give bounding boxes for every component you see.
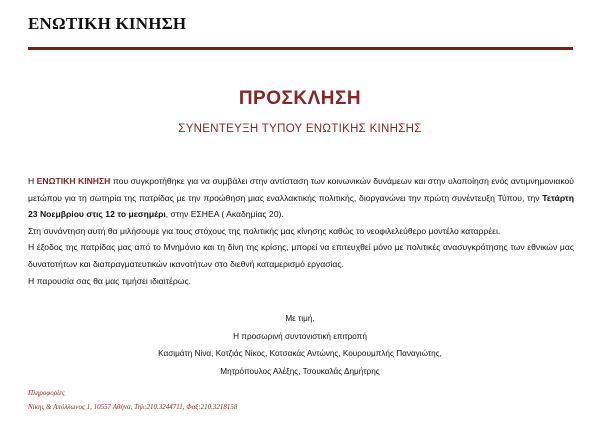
paragraph-intro: [28, 173, 574, 223]
paragraph-meeting: Στη συνάντηση αυτή θα μιλήσουμε για τους στόχους της πολιτικής μας κίνησης καθώς το νεοφιλελεύθερο μοντέλο καταρρέει.: [28, 225, 501, 236]
signoff-names-line1: Κασιμάτη Νίνα, Κοτζιάς Νίκος, Κοτσακάς Αντώνης, Κουρουμπλής Παναγιώτης,: [158, 349, 442, 358]
paragraph-exit: Η έξοδος της πατρίδας μας από το Μνημόνιο και τη δίνη της κρίσης, μπορεί να επιτευχθεί μόνο με πολιτικές ανασυγκρότησης των εθνικών μας δυνατοτήτων και διαπραγματευτικών ικανοτήτων στο διεθνή καταμερισμό εργασίας.: [28, 242, 574, 269]
intro-text: που συγκροτήθηκε για να συμβάλει στην αντίσταση των κοινωνικών δυνάμεων και στην υλοποίηση ενός αντιμνημονιακού μετώπου για τη σωτηρία της πατρίδας με την προώθηση μιας εναλλακτικής πολιτικής, διοργανώνει την πρώτη συνέντευξη Τύπου, την: [28, 176, 575, 203]
event-date: Τετάρτη 23 Νοεμβρίου στις 12 το μεσημέρι: [28, 192, 574, 220]
document-subtitle: ΣΥΝΕΝΤΕΥΞΗ ΤΥΠΟΥ ΕΝΩΤΙΚΗΣ ΚΙΝΗΣΗΣ: [178, 123, 422, 135]
organization-name: ΕΝΩΤΙΚΗ ΚΙΝΗΣΗ: [28, 14, 187, 33]
signoff-names-line2: Μητρόπουλος Αλέξης, Τσουκαλάς Δημήτρης: [220, 366, 380, 376]
signoff-block: [130, 310, 470, 380]
org-name-highlight: ΕΝΩΤΙΚΗ ΚΙΝΗΣΗ: [36, 176, 111, 186]
footer-info: [28, 386, 237, 414]
document-title: ΠΡΟΣΚΛΗΣΗ: [238, 88, 362, 109]
intro-suffix: , στην ΕΣΗΕΑ ( Ακαδημίας 20).: [165, 209, 284, 220]
footer-contact: Νίκης & Απόλλωνος 1, 10557 Αθήνα, Τηλ:210.3244711, Φαξ:210.3218158: [28, 403, 238, 411]
footer-label: Πληροφορίες: [28, 389, 65, 397]
invitation-body: [28, 173, 574, 289]
header-divider: [28, 47, 573, 50]
signoff-committee: Η προσωρινή συντονιστική επιτροπή: [233, 331, 367, 341]
paragraph-closing: Η παρουσία σας θα μας τιμήσει ιδιαιτέρως.: [28, 275, 191, 286]
signoff-greeting: Με τιμή,: [285, 314, 315, 323]
intro-prefix: Η: [28, 176, 37, 186]
